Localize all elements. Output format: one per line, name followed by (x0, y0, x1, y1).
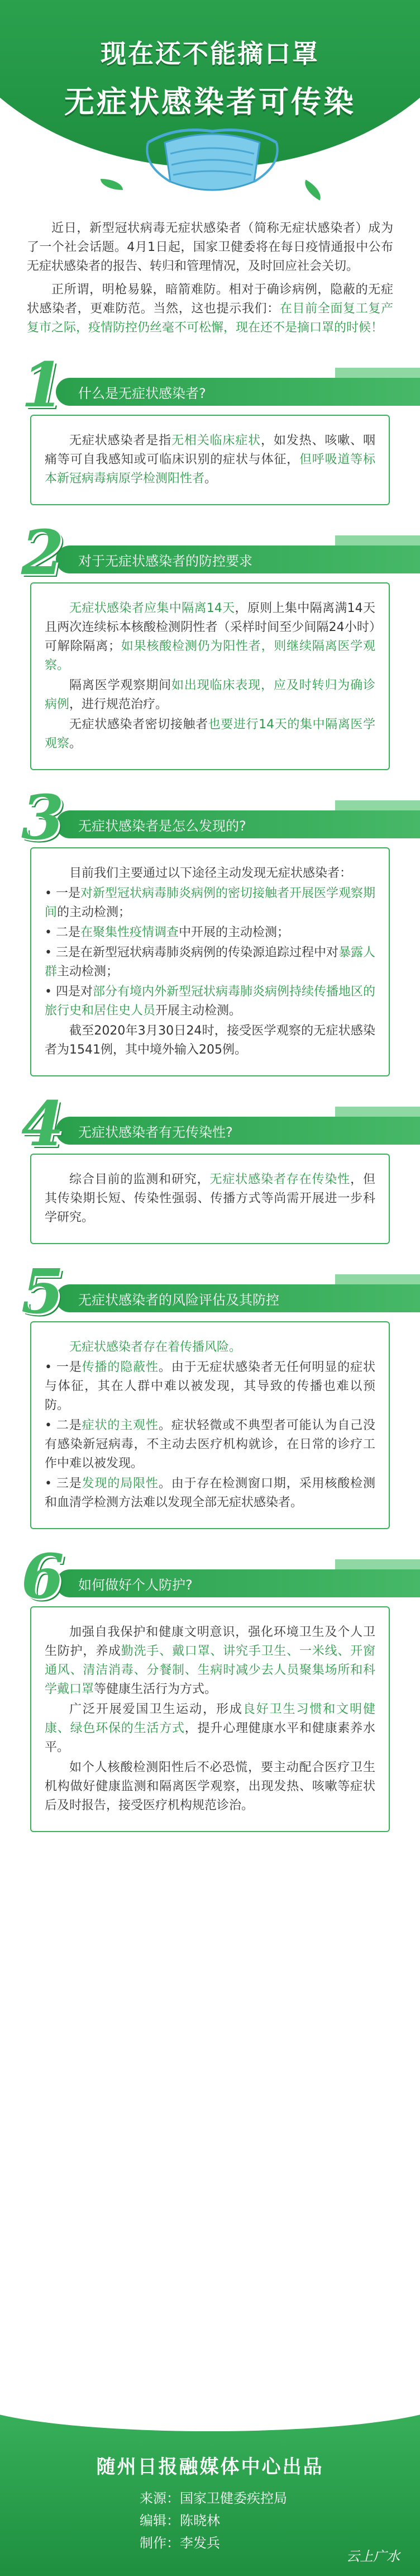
highlight: 无症状感染者应集中隔离14天 (69, 601, 235, 615)
section-1 (0, 349, 420, 505)
section-paragraph: 如个人核酸检测阳性后不必恐慌，要主动配合医疗卫生机构做好健康监测和隔离医学观察，出现发热、咳嗽等症状后及时报告，接受医疗机构规范诊治。 (45, 1761, 375, 1813)
leaf-icon (300, 179, 326, 200)
highlight: 在聚集性疫情调查 (80, 926, 179, 940)
section-title: 什么是无症状感染者? (78, 386, 206, 401)
section-body (30, 1606, 390, 1832)
text: 综合目前的监测和研究， (69, 1173, 210, 1187)
intro-p2-plain: 正所谓，明枪易躲，暗箭难防。相对于确诊病例，隐蔽的无症状感染者，更难防范。当然，这也提示我们： (27, 283, 393, 316)
highlight: 良好卫生习惯和文明健康、绿色环保的生活方式 (45, 1702, 375, 1735)
section-title: 无症状感染者的风险评估及其防控 (78, 1292, 279, 1308)
section-header (0, 1255, 420, 1327)
text: 中开展的主动检测； (179, 926, 290, 940)
text: 无症状感染者密切接触者 (69, 718, 208, 732)
section-5 (0, 1255, 420, 1529)
section-body (30, 847, 390, 1076)
section-number: 1 (21, 349, 64, 421)
section-number: 2 (21, 516, 64, 589)
text: 开展主动检测。 (155, 1004, 242, 1018)
section-paragraph (45, 715, 375, 753)
credit-producer: 制作：李发兵 (140, 2535, 220, 2551)
list-item: • 三是发现的局限性。由于存在检测窗口期，采用核酸检测和血清学检测方法难以发现全部无症状感染者。 (45, 1477, 375, 1510)
text: 广泛开展爱国卫生运动，形成 (69, 1702, 243, 1716)
leaf-icon (101, 179, 123, 190)
section-title: 如何做好个人防护? (78, 1577, 193, 1593)
section-paragraph: 目前我们主要通过以下途径主动发现无症状感染者： (69, 866, 352, 880)
list-item: • 二是症状的主观性。症状轻微或不典型者可能认为自己没有感染新冠病毒，不主动去医疗机构就诊，在日常的诊疗工作中难以被发现。 (45, 1419, 375, 1470)
list-item: • 三是在新型冠状病毒肺炎病例的传染源追踪过程中对暴露人群主动检测； (45, 946, 376, 979)
text: ，提升心理健康水平和健康素养水平。 (45, 1721, 375, 1754)
text: ，但其传染期长短、传染性强弱、传播方式等尚需开展进一步科学研究。 (45, 1173, 375, 1225)
text: 一是 (56, 1360, 82, 1374)
text: 。症状轻微或不典型者可能认为自己没有感染新冠病毒，不主动去医疗机构就诊，在日常的诊疗工作中难以被发现。 (45, 1419, 375, 1470)
footer (0, 2398, 420, 2576)
section-paragraph (45, 599, 375, 675)
section-header (0, 516, 420, 589)
intro-text (0, 212, 420, 338)
section-paragraph (45, 431, 375, 488)
text: ，如发热、咳嗽、咽痛等可自我感知或可临床识别的症状与体征， (45, 434, 375, 467)
text: 。由于无症状感染者无任何明显的症状与体征，其在人群中难以被发现，其导致的传播也难以预防。 (45, 1360, 375, 1412)
section-number: 6 (21, 1540, 64, 1612)
section-paragraph: 无症状感染者存在着传播风险。 (69, 1340, 242, 1354)
highlight: 如出现临床表现，应及时转归为确诊病例 (45, 679, 375, 711)
section-title: 无症状感染者有无传染性? (78, 1125, 233, 1140)
highlight: 如果核酸检测仍为阳性者，则继续隔离医学观察。 (45, 639, 375, 672)
watermark-stamp: 云上广水 (346, 2549, 400, 2564)
highlight: 发现的局限性 (82, 1477, 159, 1491)
section-title: 对于无症状感染者的防控要求 (78, 553, 252, 569)
section-paragraph (45, 1700, 375, 1757)
highlight: 无症状感染者存在传染性 (209, 1173, 351, 1187)
text: 。 (204, 472, 217, 486)
text: 一是 (55, 886, 80, 900)
highlight: 勤洗手、戴口罩、讲究手卫生、一米线、开窗通风、清洁消毒、分餐制、生病时减少去人员聚集场所和科学戴口罩 (45, 1644, 375, 1696)
list-item: • 一是传播的隐蔽性。由于无症状感染者无任何明显的症状与体征，其在人群中难以被发现，其导致的传播也难以预防。 (45, 1360, 375, 1412)
section-header (0, 1540, 420, 1612)
section-body (30, 582, 390, 770)
section-body (30, 415, 390, 505)
highlight: 但呼吸道等标本新冠病毒病原学检测阳性者 (45, 453, 375, 486)
intro-paragraph-1: 近日，新型冠状病毒无症状感染者（简称无症状感染者）成为了一个社会话题。4月1日起，国家卫健委将在每日疫情通报中公布无症状感染者的报告、转归和管理情况，及时回应社会关切。 (27, 221, 393, 273)
list-item: • 四是对部分有境内外新型冠状病毒肺炎病例持续传播地区的旅行史和居住史人员开展主动检测。 (45, 985, 376, 1018)
text: ，进行规范治疗。 (69, 698, 168, 711)
text: 四是对 (55, 985, 93, 999)
text: 隔离医学观察期间 (69, 679, 171, 692)
section-number: 4 (21, 1088, 64, 1160)
highlight: 也要进行14天的集中隔离医学观察 (45, 718, 375, 751)
highlight: 对新型冠状病毒肺炎病例的密切接触者开展医学观察期间 (45, 886, 376, 919)
intro-p2-highlight: 在目前全面复工复产复市之际，疫情防控仍丝毫不可松懈，现在还不是摘口罩的时候！ (27, 302, 393, 335)
section-4 (0, 1088, 420, 1244)
text: 的主动检测； (57, 905, 131, 919)
section-3 (0, 781, 420, 1076)
section-header (0, 781, 420, 853)
text: 主动检测； (57, 965, 119, 979)
list-item: • 二是在聚集性疫情调查中开展的主动检测； (45, 926, 290, 940)
text: 。 (69, 737, 82, 751)
title-line-2: 无症状感染者可传染 (64, 84, 356, 120)
text: ，原则上集中隔离满14天且两次连续标本核酸检测阴性者（采样时间至少间隔24小时）可解除隔离； (45, 601, 376, 653)
highlight: 无相关临床症状 (171, 434, 261, 448)
section-6 (0, 1540, 420, 1832)
section-2 (0, 516, 420, 770)
section-paragraph: 截至2020年3月30日24时，接受医学观察的无症状感染者为1541例，其中境外输入205例。 (45, 1024, 375, 1057)
section-number: 5 (21, 1255, 64, 1327)
text: 三是在新型冠状病毒肺炎病例的传染源追踪过程中对 (55, 946, 338, 960)
section-body (30, 1154, 390, 1244)
highlight: 部分有境内外新型冠状病毒肺炎病例持续传播地区的旅行史和居住史人员 (45, 985, 376, 1018)
section-title: 无症状感染者是怎么发现的? (78, 818, 246, 834)
credit-editor: 编辑：陈晓林 (140, 2513, 220, 2528)
text: 无症状感染者是指 (69, 434, 171, 448)
section-paragraph (45, 1623, 375, 1699)
section-header (0, 349, 420, 421)
text: 二是 (55, 926, 80, 940)
highlight: 症状的主观性 (82, 1419, 159, 1432)
face-mask-icon (142, 120, 282, 198)
section-number: 3 (21, 781, 64, 853)
list-item: • 一是对新型冠状病毒肺炎病例的密切接触者开展医学观察期间的主动检测； (45, 886, 376, 919)
highlight: 暴露人群 (45, 946, 376, 979)
section-paragraph (45, 1170, 375, 1227)
text: 等健康生活行为方式。 (94, 1682, 217, 1696)
section-header (0, 1088, 420, 1160)
section-body (30, 1321, 390, 1529)
text: 二是 (56, 1419, 82, 1432)
intro-paragraph-2 (27, 281, 393, 338)
highlight: 传播的隐蔽性 (82, 1360, 159, 1374)
text: 三是 (56, 1477, 82, 1491)
section-paragraph (45, 676, 375, 714)
credit-source: 来源：国家卫健委疾控局 (140, 2490, 287, 2506)
title-line-1: 现在还不能摘口罩 (101, 39, 319, 69)
text: 加强自我保护和健康文明意识，强化环境卫生及个人卫生防护，养成 (45, 1625, 375, 1658)
header-banner (0, 0, 420, 212)
publisher-name: 随州日报融媒体中心出品 (96, 2456, 324, 2478)
text: 。由于存在检测窗口期，采用核酸检测和血清学检测方法难以发现全部无症状感染者。 (45, 1477, 375, 1510)
